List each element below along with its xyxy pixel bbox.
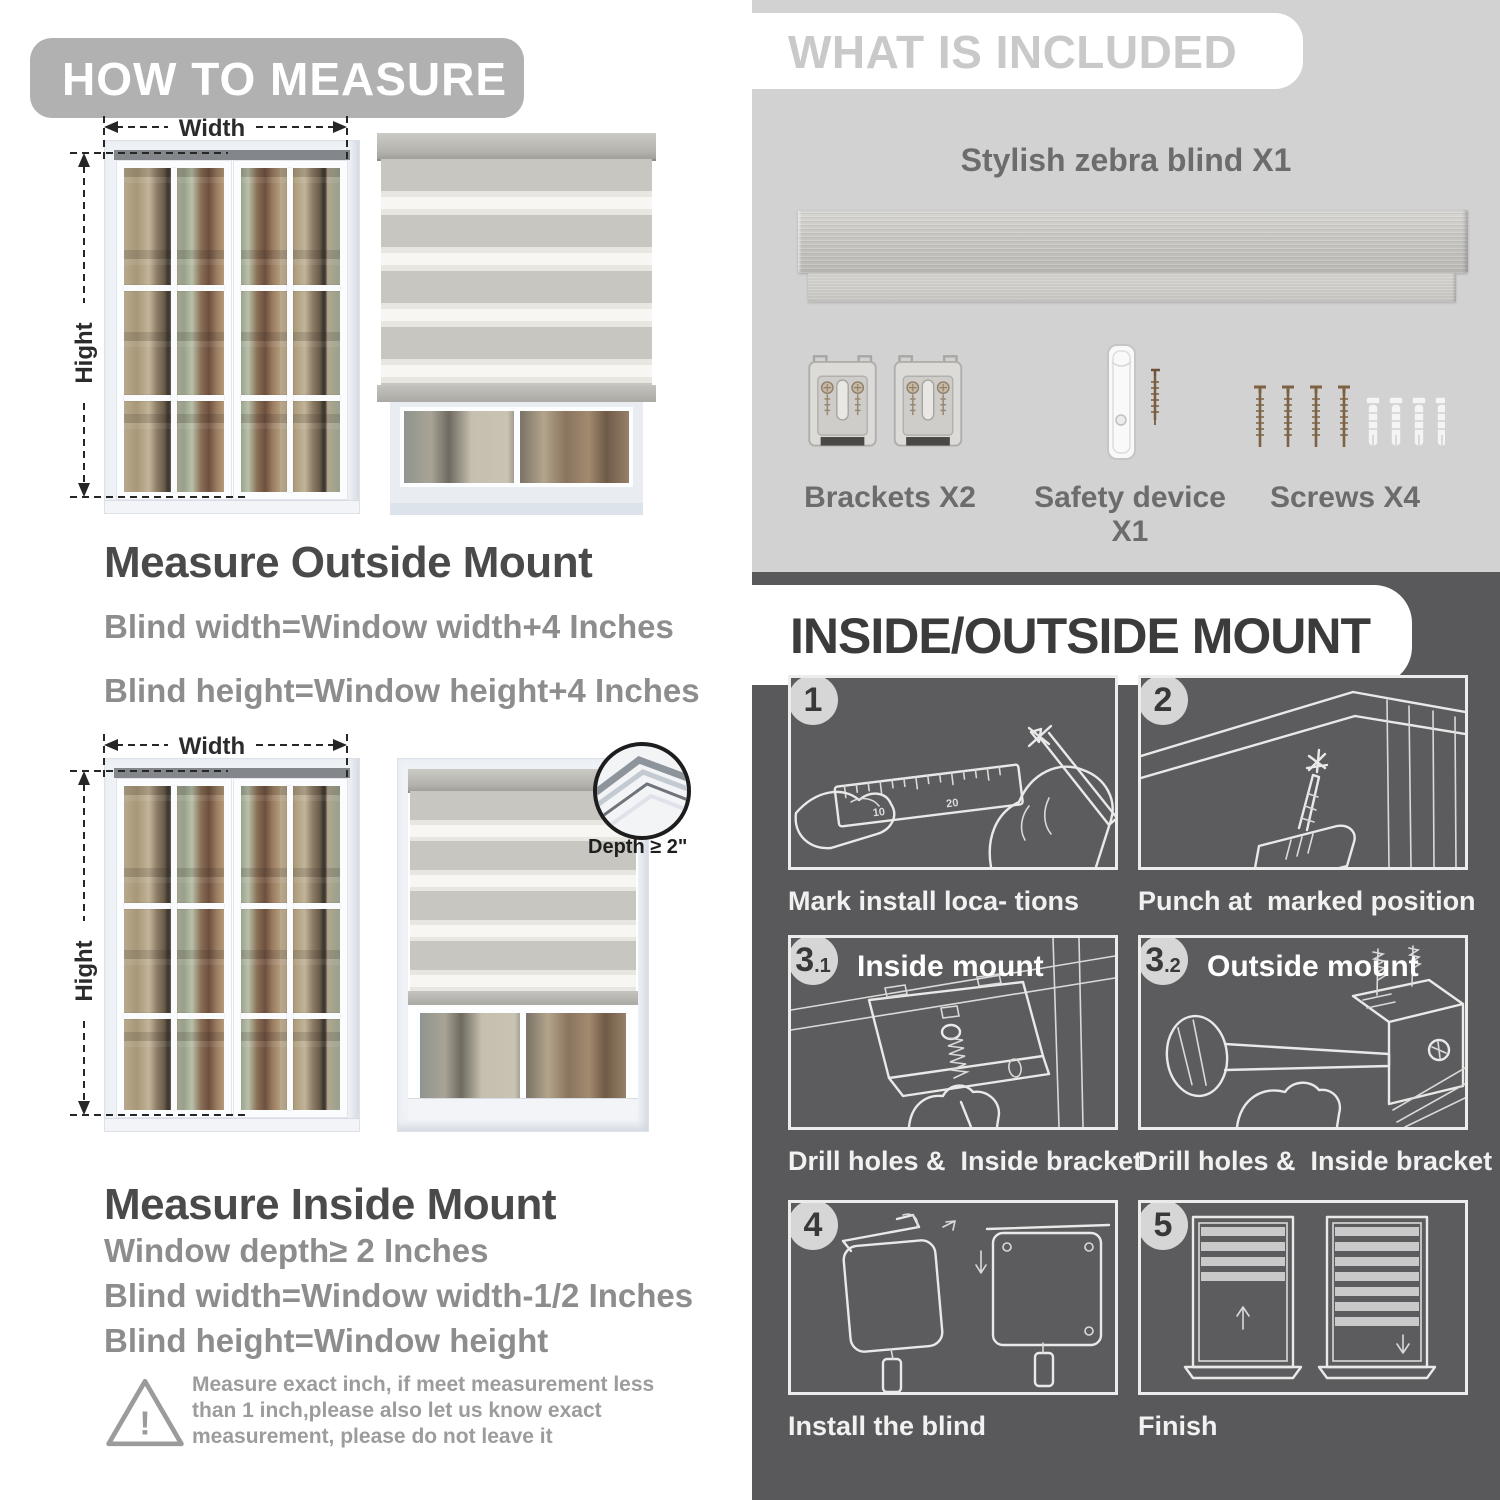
- zebra-blind-rail-image: [808, 273, 1456, 302]
- window-glass: [416, 1009, 630, 1103]
- step-3-2-title: Outside mount: [1207, 950, 1419, 983]
- screws-label: Screws X4: [1269, 481, 1421, 514]
- safety-device-label: Safety device X1: [1034, 481, 1226, 548]
- what-is-included-header: WHAT IS INCLUDED: [752, 13, 1303, 89]
- screws-icon: [1245, 355, 1445, 470]
- window-sill: [408, 1098, 638, 1121]
- step-4-badge: 4: [788, 1200, 838, 1250]
- step-2-caption: Punch at marked position: [1138, 886, 1476, 916]
- window-glass: [400, 407, 633, 487]
- depth-detail-circle: [593, 742, 691, 840]
- height-label: Hight: [71, 940, 98, 1002]
- height-label: Hight: [71, 322, 98, 384]
- finish-illustration: [1141, 1203, 1465, 1392]
- step-2-box: [1138, 675, 1468, 870]
- step-1-caption: Mark install loca- tions: [788, 886, 1080, 916]
- step-5-box: [1138, 1200, 1468, 1395]
- ruler-mark-10: 10: [872, 806, 886, 820]
- brackets-item: [790, 348, 990, 515]
- install-blind-illustration: [791, 1203, 1115, 1392]
- measure-annotations-inside: [60, 726, 380, 1146]
- measure-annotations-outside: [60, 108, 380, 528]
- inside-mount-title: Measure Inside Mount: [104, 1180, 557, 1229]
- width-label: Width: [178, 733, 246, 760]
- step-3-2-box: [1138, 935, 1468, 1130]
- depth-label: Depth ≥ 2": [588, 836, 688, 858]
- safety-device-icon: [1020, 340, 1240, 470]
- step-3-1-caption: Drill holes & Inside bracket: [788, 1146, 1143, 1176]
- outside-mount-line-1: Blind width=Window width+4 Inches: [104, 608, 674, 645]
- zebra-blind-fabric: [410, 791, 636, 991]
- warning-triangle-icon: [103, 1374, 187, 1452]
- inside-outside-mount-header: INSIDE/OUTSIDE MOUNT: [752, 585, 1412, 685]
- step-3-2-badge: 3 .2: [1138, 935, 1188, 985]
- safety-device-item: [1020, 340, 1240, 549]
- inside-mount-line-1: Window depth≥ 2 Inches: [104, 1232, 489, 1269]
- mark-locations-illustration: [791, 678, 1115, 867]
- inside-mount-line-3: Blind height=Window height: [104, 1322, 549, 1359]
- outside-mount-line-2: Blind height=Window height+4 Inches: [104, 672, 700, 709]
- window-corner-detail: [597, 746, 687, 836]
- step-5-badge: 5: [1138, 1200, 1188, 1250]
- step-1-badge: 1: [788, 675, 838, 725]
- outside-mount-title: Measure Outside Mount: [104, 538, 593, 587]
- punch-position-illustration: [1141, 678, 1465, 867]
- step-1-box: [788, 675, 1118, 870]
- step-4-caption: Install the blind: [788, 1411, 987, 1441]
- zebra-blind-headrail-image: [798, 210, 1468, 273]
- blind-cassette: [377, 133, 656, 161]
- inside-mount-line-2: Blind width=Window width-1/2 Inches: [104, 1277, 694, 1314]
- step-5-caption: Finish: [1138, 1411, 1218, 1441]
- zebra-blind-label: Stylish zebra blind X1: [960, 142, 1292, 178]
- step-2-badge: 2: [1138, 675, 1188, 725]
- ruler-mark-20: 20: [945, 796, 960, 811]
- warning-text: Measure exact inch, if meet measurement less than 1 inch,please also let us know exact measurement, please do not leave it: [192, 1373, 655, 1448]
- blind-bottom-rail: [408, 991, 638, 1005]
- screws-item: [1245, 355, 1445, 515]
- step-3-1-title: Inside mount: [857, 950, 1044, 983]
- blind-bottom-rail: [377, 385, 656, 402]
- window-under-blind: [390, 402, 643, 515]
- step-3-1-badge: 3 .1: [788, 935, 838, 985]
- warning-exclamation: !: [139, 1405, 151, 1443]
- brackets-icon: [795, 348, 985, 470]
- zebra-blind-fabric: [381, 159, 652, 385]
- blind-outside-mount-figure: [377, 133, 656, 515]
- step-3-2-caption: Drill holes & Inside bracket: [1138, 1146, 1493, 1176]
- how-to-measure-header: HOW TO MEASURE: [30, 38, 524, 118]
- step-3-1-box: [788, 935, 1118, 1130]
- step-4-box: [788, 1200, 1118, 1395]
- brackets-label: Brackets X2: [804, 481, 976, 514]
- width-label: Width: [178, 115, 246, 142]
